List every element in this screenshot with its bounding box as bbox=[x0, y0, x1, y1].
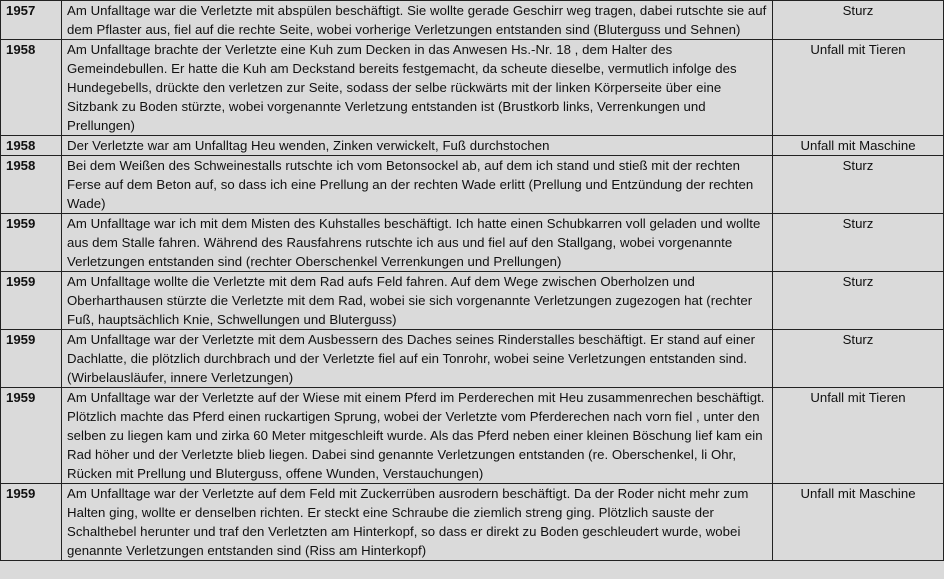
category-cell: Sturz bbox=[773, 1, 944, 40]
year-cell: 1959 bbox=[1, 484, 62, 561]
category-cell: Sturz bbox=[773, 272, 944, 330]
table-row bbox=[1, 214, 944, 272]
table-row bbox=[1, 330, 944, 388]
table-row bbox=[1, 388, 944, 484]
year-cell: 1959 bbox=[1, 214, 62, 272]
description-cell: Am Unfalltage brachte der Verletzte eine Kuh zum Decken in das Anwesen Hs.-Nr. 18 , dem Halter des Gemeindebullen. Er hatte die Kuh am Deckstand bereits festgemacht, da scheute dieselbe, vermutlich infolge des Hundegebells, drückte den verletzen zur Seite, sodass der selbe rückwärts mit der linken Körperseite über eine Sitzbank zu Boden stürzte, wobei vorgenannte Verletzung entstanden ist (Brustkorb links, Verrenkungen und Prellungen) bbox=[62, 40, 773, 136]
table-row bbox=[1, 40, 944, 136]
year-cell: 1959 bbox=[1, 330, 62, 388]
description-cell: Am Unfalltage war die Verletzte mit abspülen beschäftigt. Sie wollte gerade Geschirr weg tragen, dabei rutschte sie auf dem Pflaster aus, fiel auf die rechte Seite, wobei vorherige Verletzungen entstanden sind (Bluterguss und Sehnen) bbox=[62, 1, 773, 40]
category-cell: Sturz bbox=[773, 330, 944, 388]
description-cell: Bei dem Weißen des Schweinestalls rutschte ich vom Betonsockel ab, auf dem ich stand und stieß mit der rechten Ferse auf dem Beton auf, so dass ich eine Prellung an der rechten Wade erlitt (Prellung und Entzündung der rechten Wade) bbox=[62, 156, 773, 214]
description-cell: Am Unfalltage war der Verletzte auf dem Feld mit Zuckerrüben ausrodern beschäftigt. Da der Roder nicht mehr zum Halten ging, wollte er denselben richten. Er steckt eine Schraube die ziemlich streng ging. Plötzlich sauste der Schalthebel herunter und traf den Verletzten am Hinterkopf, so dass er direkt zu Boden geschleudert wurde, wobei genannte Verletzungen entstanden sind (Riss am Hinterkopf) bbox=[62, 484, 773, 561]
description-cell: Am Unfalltage war ich mit dem Misten des Kuhstalles beschäftigt. Ich hatte einen Schubkarren voll geladen und wollte aus dem Stalle fahren. Während des Rausfahrens rutschte ich aus und fiel auf den Stallgang, wobei vorgenannte Verletzungen entstanden sind (rechter Oberschenkel Verrenkungen und Prellungen) bbox=[62, 214, 773, 272]
year-cell: 1959 bbox=[1, 388, 62, 484]
category-cell: Unfall mit Tieren bbox=[773, 40, 944, 136]
year-cell: 1959 bbox=[1, 272, 62, 330]
year-cell: 1957 bbox=[1, 1, 62, 40]
description-cell: Der Verletzte war am Unfalltag Heu wenden, Zinken verwickelt, Fuß durchstochen bbox=[62, 136, 773, 156]
description-cell: Am Unfalltage war der Verletzte mit dem Ausbessern des Daches seines Rinderstalles beschäftigt. Er stand auf einer Dachlatte, die plötzlich durchbrach und der Verletzte fiel auf ein Tonrohr, wobei seine Verletzungen entstanden sind. (Wirbelausläufer, innere Verletzungen) bbox=[62, 330, 773, 388]
description-cell: Am Unfalltage war der Verletzte auf der Wiese mit einem Pferd im Perderechen mit Heu zusammenrechen beschäftigt. Plötzlich machte das Pferd einen ruckartigen Sprung, wobei der Verletzte vom Pferderechen nach vorn fiel , unter den selben zu liegen kam und zirka 60 Meter mitgeschleift wurde. Als das Pferd neben einer kleinen Böschung lief kam ein Rad höher und der Verletzte blieb liegen. Dabei sind genannte Verletzungen entstanden (re. Oberschenkel, li Ohr, Rücken mit Prellung und Bluterguss, offene Wunden, Verstauchungen) bbox=[62, 388, 773, 484]
year-cell: 1958 bbox=[1, 40, 62, 136]
table-row bbox=[1, 136, 944, 156]
category-cell: Sturz bbox=[773, 156, 944, 214]
table-row bbox=[1, 272, 944, 330]
category-cell: Sturz bbox=[773, 214, 944, 272]
year-cell: 1958 bbox=[1, 136, 62, 156]
category-cell: Unfall mit Maschine bbox=[773, 484, 944, 561]
category-cell: Unfall mit Tieren bbox=[773, 388, 944, 484]
year-cell: 1958 bbox=[1, 156, 62, 214]
table-row bbox=[1, 1, 944, 40]
table-row bbox=[1, 484, 944, 561]
description-cell: Am Unfalltage wollte die Verletzte mit dem Rad aufs Feld fahren. Auf dem Wege zwischen Oberholzen und Oberharthausen stürzte die Verletzte mit dem Rad, wobei sie sich vorgenannte Verletzungen zugezogen hat (rechter Fuß, hauptsächlich Knie, Schwellungen und Bluterguss) bbox=[62, 272, 773, 330]
category-cell: Unfall mit Maschine bbox=[773, 136, 944, 156]
table-row bbox=[1, 156, 944, 214]
